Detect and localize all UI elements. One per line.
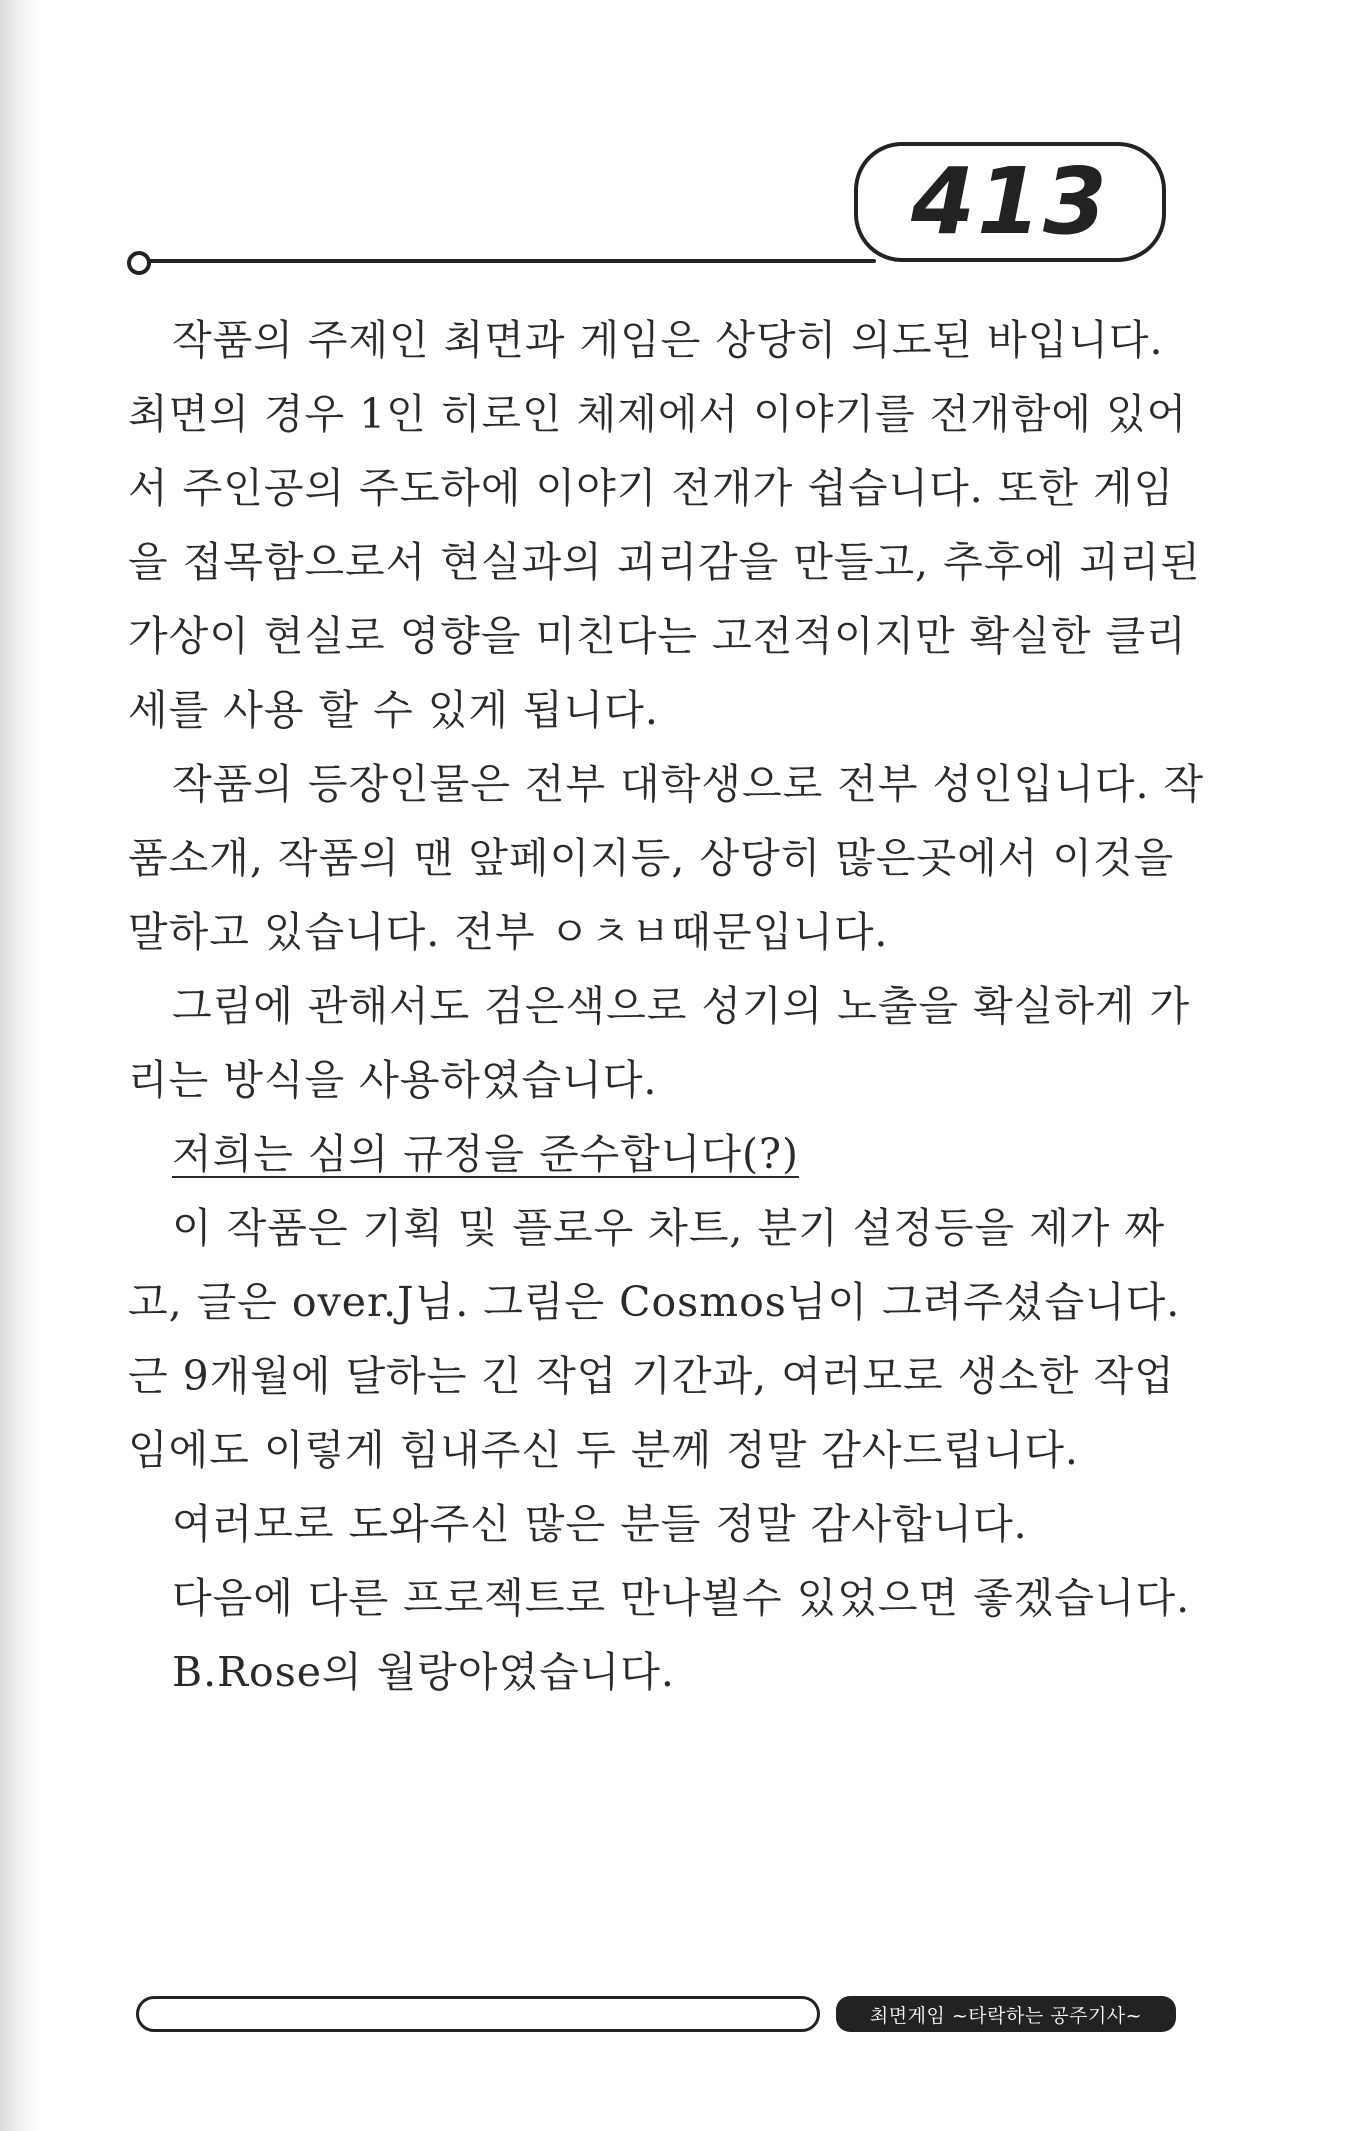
text-line: 리는 방식을 사용하였습니다. [128,1056,658,1104]
text-line: 서 주인공의 주도하에 이야기 전개가 쉽습니다. 또한 게임 [128,464,1175,512]
text-line: 임에도 이렇게 힘내주신 두 분께 정말 감사드립니다. [128,1426,1079,1474]
header-rule-dot [127,251,151,275]
text-line: 다음에 다른 프로젝트로 만나뵐수 있었으면 좋겠습니다. [172,1574,1191,1622]
text-line: 이 작품은 기획 및 플로우 차트, 분기 설정등을 제가 짜 [172,1204,1166,1252]
footer-bar [136,1996,820,2032]
text-line: 고, 글은 over.J님. 그림은 Cosmos님이 그려주셨습니다. [128,1278,1181,1326]
text-line: 세를 사용 할 수 있게 됩니다. [128,686,659,734]
afterword-text [128,303,1205,1709]
text-line: 최면의 경우 1인 히로인 체제에서 이야기를 전개함에 있어 [128,390,1188,438]
text-line: 그림에 관해서도 검은색으로 성기의 노출을 확실하게 가 [172,982,1191,1030]
underlined-remark: 저희는 심의 규정을 준수합니다(?) [172,1130,799,1178]
book-title: 최면게임 ~타락하는 공주기사~ [869,2004,1143,2027]
text-line: 가상이 현실로 영향을 미친다는 고전적이지만 확실한 클리 [128,612,1187,660]
page-number: 413 [910,148,1110,255]
text-line: 품소개, 작품의 맨 앞페이지등, 상당히 많은곳에서 이것을 [128,834,1175,882]
page-number-badge [854,142,1166,262]
text-line: 작품의 주제인 최면과 게임은 상당히 의도된 바입니다. [172,316,1164,364]
text-line: 작품의 등장인물은 전부 대학생으로 전부 성인입니다. 작 [172,760,1205,808]
footer-title-badge [836,1996,1176,2032]
text-line-underlined [128,1117,1188,1191]
text-line: 을 접목함으로서 현실과의 괴리감을 만들고, 추후에 괴리된 [128,538,1201,586]
text-line: 말하고 있습니다. 전부 ㅇㅊㅂ때문입니다. [128,908,889,956]
text-line: B.Rose의 월랑아였습니다. [172,1648,675,1696]
text-line: 여러모로 도와주신 많은 분들 정말 감사합니다. [172,1500,1028,1548]
header-rule [136,259,876,263]
page-edge-shadow [0,0,40,2131]
text-line: 근 9개월에 달하는 긴 작업 기간과, 여러모로 생소한 작업 [128,1352,1175,1400]
